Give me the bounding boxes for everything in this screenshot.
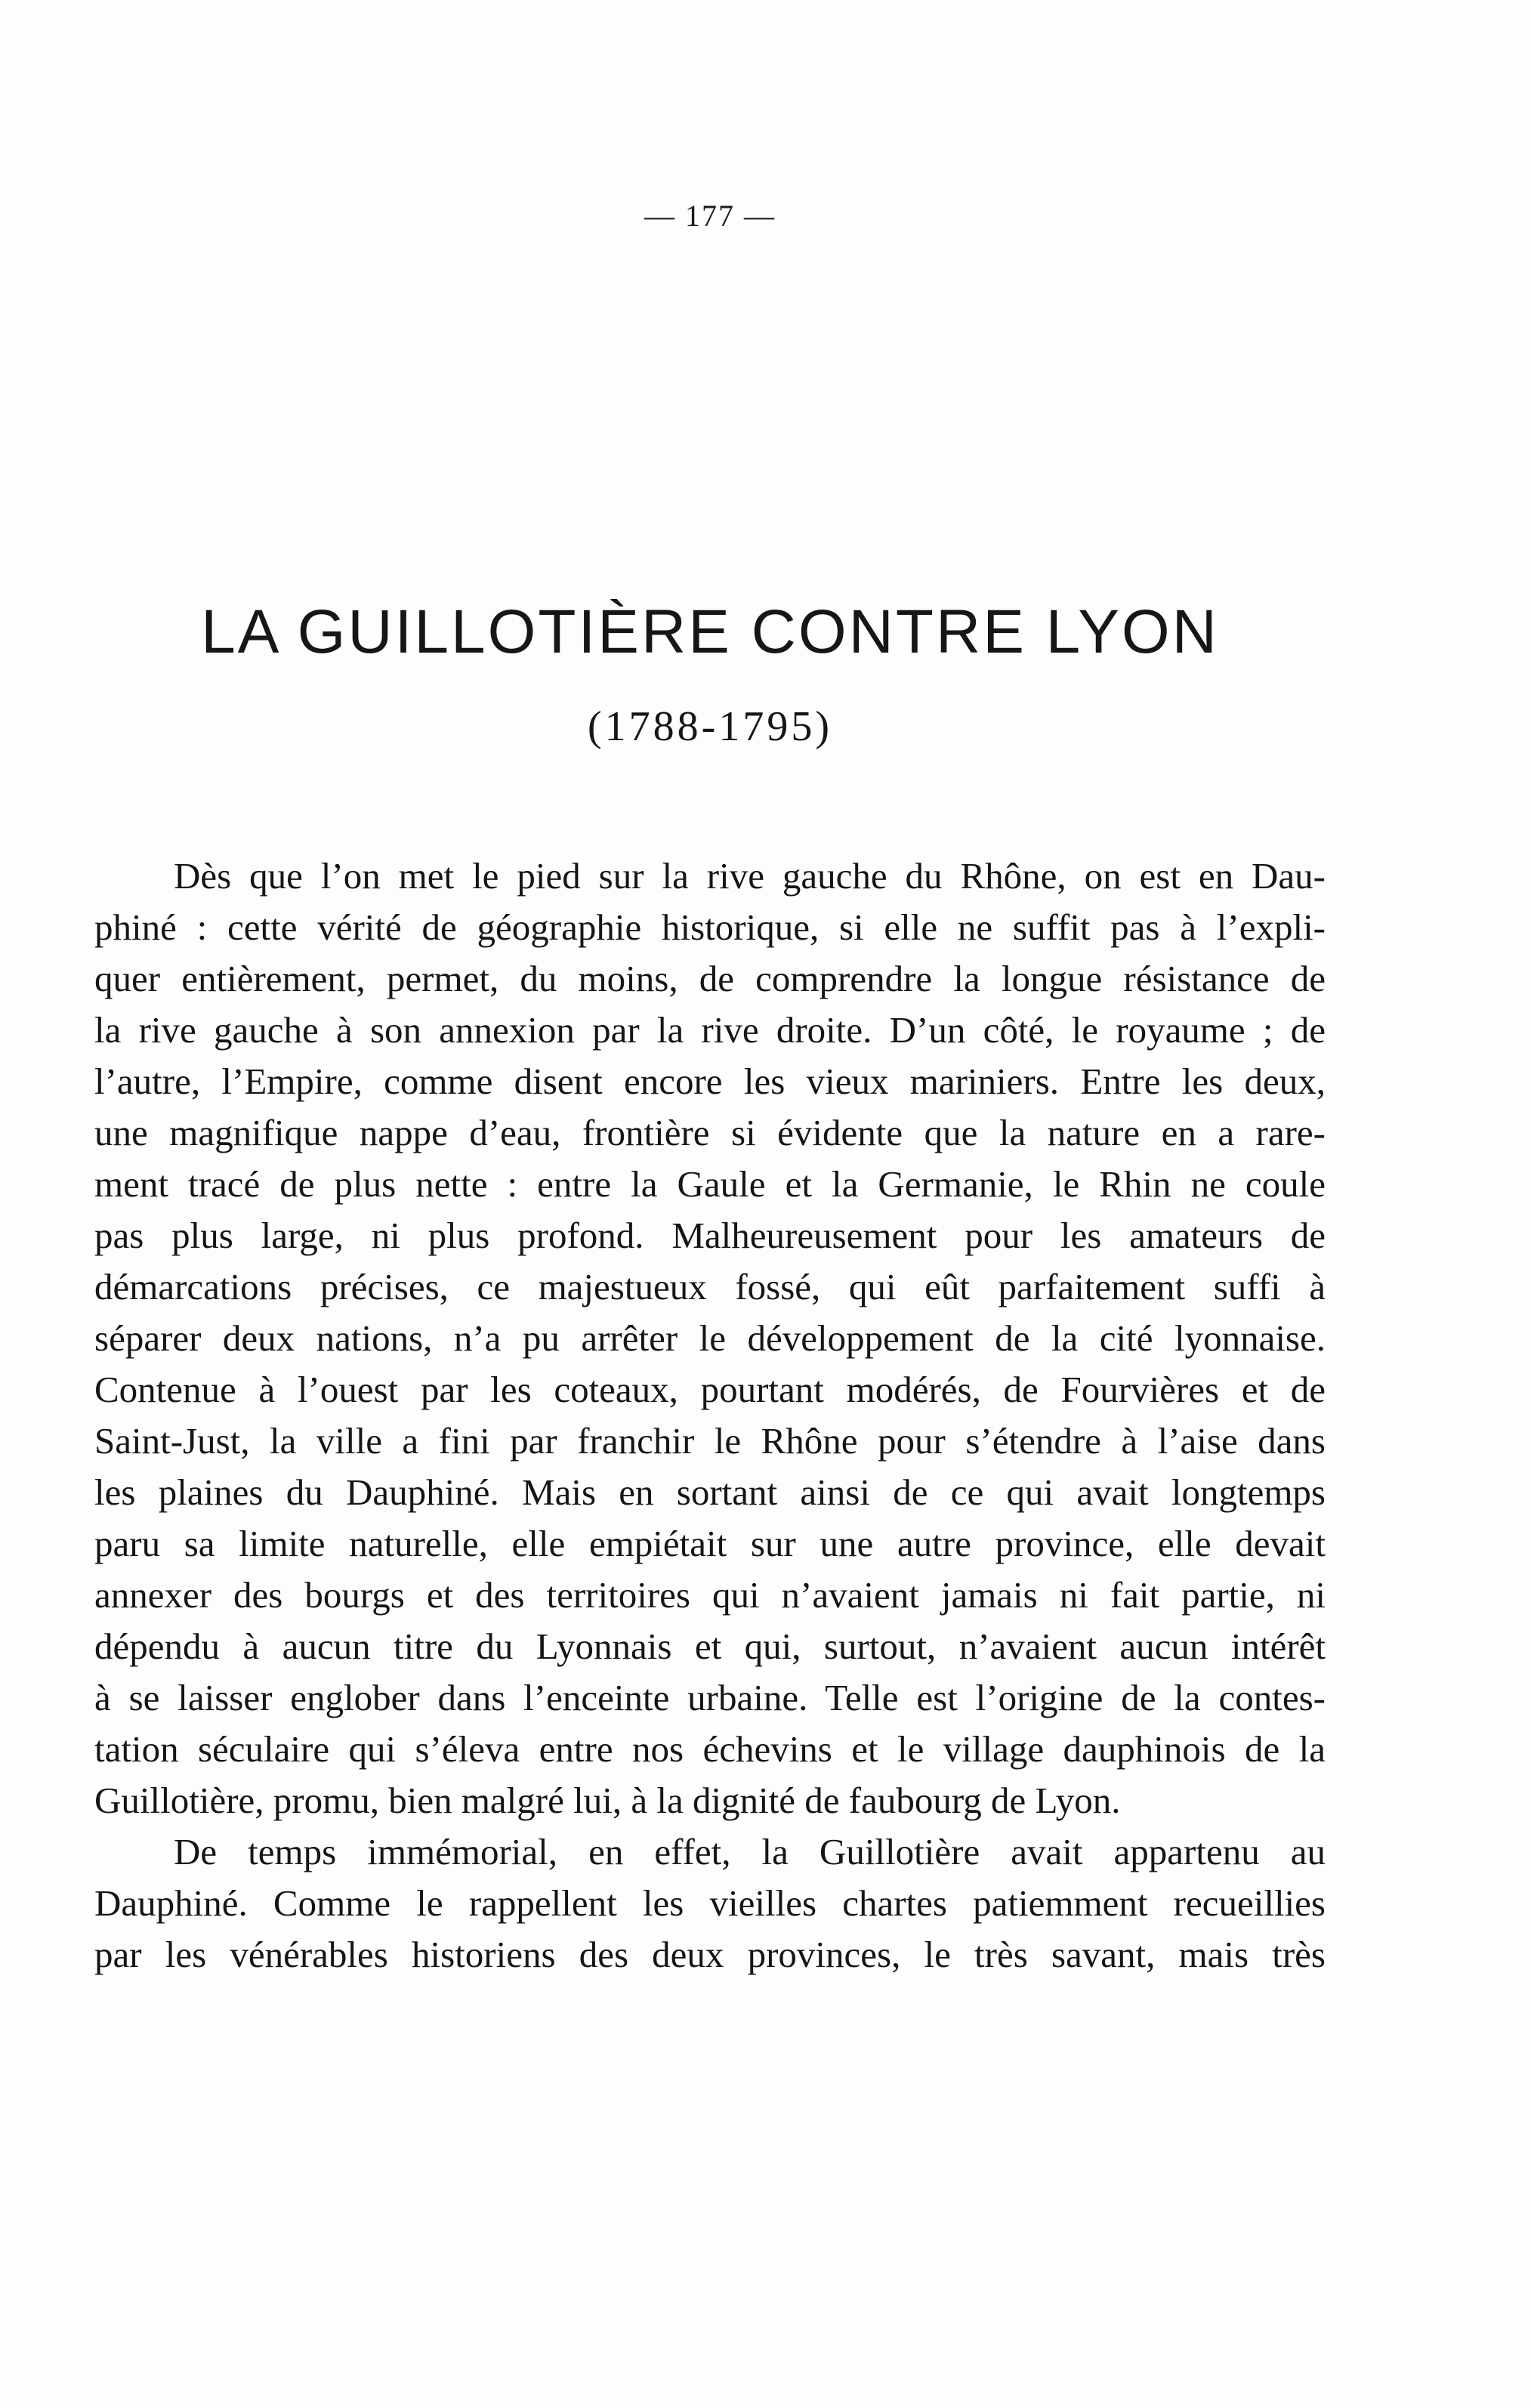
chapter-title: LA GUILLOTIÈRE CONTRE LYON	[201, 597, 1219, 666]
text-line: l’autre, l’Empire, comme disent encore les vieux mariniers. Entre les deux,	[94, 1060, 1326, 1102]
text-line: tation séculaire qui s’éleva entre nos échevins et le village dauphinois de la	[94, 1728, 1326, 1770]
text-line: séparer deux nations, n’a pu arrêter le développement de la cité lyonnaise.	[94, 1317, 1326, 1359]
text-line: démarcations précises, ce majestueux fossé, qui eût parfaitement suffi à	[94, 1266, 1326, 1307]
text-line: Guillotière, promu, bien malgré lui, à la dignité de faubourg de Lyon.	[94, 1780, 1121, 1821]
text-line: dépendu à aucun titre du Lyonnais et qui, surtout, n’avaient aucun intérêt	[94, 1625, 1326, 1667]
text-line: pas plus large, ni plus profond. Malheureusement pour les amateurs de	[94, 1215, 1326, 1256]
text-line: une magnifique nappe d’eau, frontière si évidente que la nature en a rare-	[94, 1112, 1326, 1153]
text-line: ment tracé de plus nette : entre la Gaule et la Germanie, le Rhin ne coule	[94, 1163, 1326, 1205]
text-line: De temps immémorial, en effet, la Guillotière avait appartenu au	[174, 1831, 1326, 1872]
text-line: Contenue à l’ouest par les coteaux, pourtant modérés, de Fourvières et de	[94, 1369, 1326, 1410]
text-line: quer entièrement, permet, du moins, de comprendre la longue résistance de	[94, 958, 1326, 999]
page-number: — 177 —	[644, 199, 776, 233]
paragraph-1	[94, 851, 1326, 1826]
text-line: phiné : cette vérité de géographie historique, si elle ne suffit pas à l’expli-	[94, 906, 1326, 948]
text-line: à se laisser englober dans l’enceinte urbaine. Telle est l’origine de la contes-	[94, 1677, 1326, 1718]
text-line: paru sa limite naturelle, elle empiétait sur une autre province, elle devait	[94, 1523, 1326, 1564]
text-line: la rive gauche à son annexion par la rive droite. D’un côté, le royaume ; de	[94, 1009, 1326, 1051]
chapter-dates: (1788-1795)	[588, 703, 832, 750]
text-line: les plaines du Dauphiné. Mais en sortant ainsi de ce qui avait longtemps	[94, 1471, 1326, 1513]
text-line: Saint-Just, la ville a fini par franchir le Rhône pour s’étendre à l’aise dans	[94, 1420, 1326, 1462]
text-line: annexer des bourgs et des territoires qui n’avaient jamais ni fait partie, ni	[94, 1574, 1326, 1616]
text-line: par les vénérables historiens des deux provinces, le très savant, mais très	[94, 1934, 1326, 1975]
body-text	[94, 851, 1326, 1980]
text-line: Dès que l’on met le pied sur la rive gauche du Rhône, on est en Dau-	[174, 855, 1326, 897]
paragraph-2	[94, 1826, 1326, 1980]
text-line: Dauphiné. Comme le rappellent les vieilles chartes patiemment recueillies	[94, 1882, 1326, 1924]
